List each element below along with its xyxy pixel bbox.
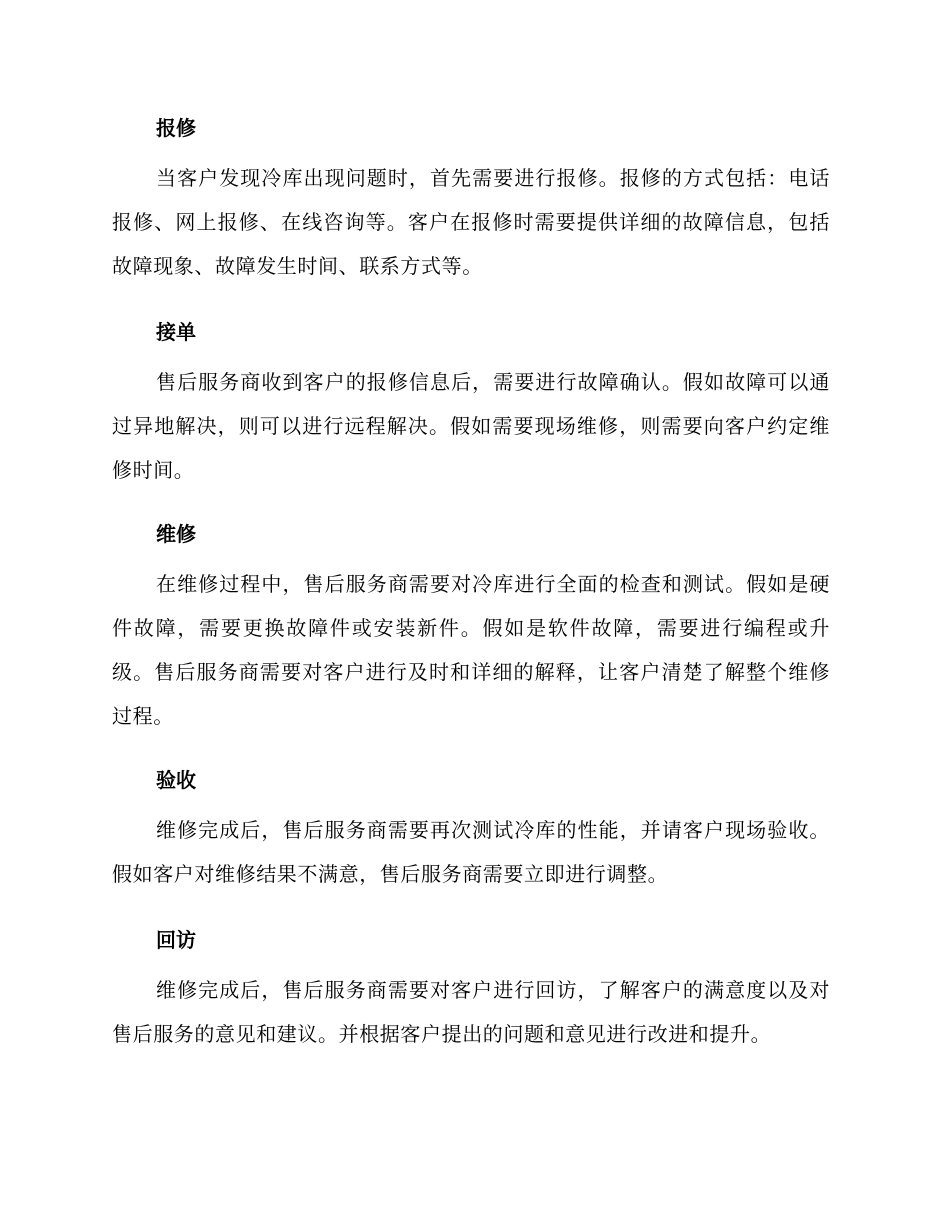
section-title: 维修 bbox=[156, 522, 196, 546]
section-follow-up bbox=[112, 920, 830, 1056]
section-body: 维修完成后，售后服务商需要对客户进行回访，了解客户的满意度以及对售后服务的意见和建议。并根据客户提出的问题和意见进行改进和提升。 bbox=[112, 978, 830, 1046]
section-title: 报修 bbox=[156, 116, 196, 140]
document-page bbox=[112, 108, 830, 1056]
section-body: 售后服务商收到客户的报修信息后，需要进行故障确认。假如故障可以通过异地解决，则可以进行远程解决。假如需要现场维修，则需要向客户约定维修时间。 bbox=[112, 370, 830, 482]
section-order-acceptance bbox=[112, 312, 830, 492]
section-body: 维修完成后，售后服务商需要再次测试冷库的性能，并请客户现场验收。假如客户对维修结果不满意，售后服务商需要立即进行调整。 bbox=[112, 818, 830, 886]
section-title: 回访 bbox=[156, 928, 196, 952]
section-maintenance bbox=[112, 514, 830, 738]
section-body: 当客户发现冷库出现问题时，首先需要进行报修。报修的方式包括：电话报修、网上报修、在线咨询等。客户在报修时需要提供详细的故障信息，包括故障现象、故障发生时间、联系方式等。 bbox=[112, 166, 830, 278]
section-title: 接单 bbox=[156, 320, 196, 344]
section-inspection bbox=[112, 760, 830, 896]
section-body: 在维修过程中，售后服务商需要对冷库进行全面的检查和测试。假如是硬件故障，需要更换故障件或安装新件。假如是软件故障，需要进行编程或升级。售后服务商需要对客户进行及时和详细的解释，让客户清楚了解整个维修过程。 bbox=[112, 572, 830, 728]
section-title: 验收 bbox=[156, 768, 196, 792]
section-repair-report bbox=[112, 108, 830, 288]
